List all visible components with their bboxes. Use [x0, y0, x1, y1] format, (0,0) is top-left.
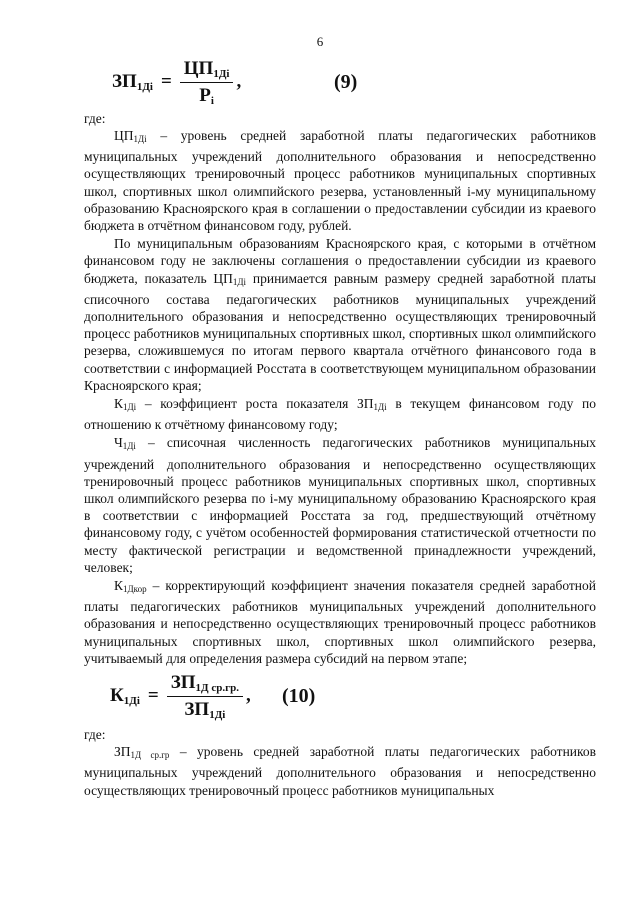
- formula-9-lhs: $ЗП_{1Дi}$: [112, 71, 153, 93]
- formula-10-number: (10): [282, 684, 316, 707]
- paragraph-kkor-definition: $К_{1Дкор}$ – корректирующий коэффициент значения показателя средней заработной платы педагогических работников муниципальных учреждений дополнительного образования и непосредственно осуществляющих тренировочный процесс работников муниципальных спортивных школ, спортивных школ олимпийского резерва, учитываемый для определения размера субсидий на первом этапе;: [84, 578, 596, 666]
- document-body: [84, 56, 596, 799]
- paragraph-no-agreement: По муниципальным образованиям Красноярского края, с которыми в отчётном финансовом году не заключены соглашения о предоставлении субсидии из краевого бюджета, показатель $ЦП_{1Дi}$ принимается равным размеру средней заработной платы списочного состава педагогических работников муниципальных учреждений дополнительного образования и непосредственно осуществляющих тренировочный процесс работников муниципальных спортивных школ, спортивных школ олимпийского резерва, сложившемуся по итогам первого квартала отчётного финансового года в соответствии с информацией Росстата в соответствующем муниципальном образовании Красноярского края;: [84, 236, 597, 393]
- where-label-1: где:: [84, 111, 106, 126]
- formula-10-fraction: [167, 672, 243, 721]
- formula-9: [112, 56, 596, 108]
- formula-10-comma: ,: [245, 685, 251, 707]
- paragraph-cp-definition: $ЦП_{1Дi}$ – уровень средней заработной платы педагогических работников муниципальных учреждений дополнительного образования и непосредственно осуществляющих тренировочный процесс работников муниципальных спортивных школ, спортивных школ олимпийского резерва, установленный i-му муниципальному образованию Красноярского края в соглашении о предоставлении субсидии из краевого бюджета в отчётном финансовом году, рублей.: [84, 128, 596, 234]
- where-label-2: где:: [84, 727, 106, 743]
- formula-10-lhs: $К_{1Дi}$: [110, 685, 140, 708]
- formula-10: [110, 668, 596, 724]
- formula-9-equals: =: [160, 71, 172, 92]
- formula-10-denominator: $ЗП_{1Дi}$: [184, 698, 226, 721]
- paragraph-k-definition: $К_{1Дi}$ – коэффициент роста показателя $ЗП_{1Дi}$ в текущем финансовом году по отношению к отчётному финансовому году;: [84, 396, 596, 433]
- formula-9-comma: ,: [236, 71, 242, 92]
- paragraph-zp-avg-definition: $ЗП_{1Д ср.гр}$ – уровень средней заработной платы педагогических работников муниципальных учреждений дополнительного образования и непосредственно осуществляющих тренировочный процесс работников муниципальных: [84, 744, 597, 798]
- formula-9-denominator: $Р_i$: [199, 84, 214, 107]
- formula-10-equals: =: [147, 685, 159, 707]
- formula-9-number: (9): [334, 70, 358, 93]
- formula-9-fraction: [180, 58, 234, 107]
- paragraph-ch-definition: $Ч_{1Дi}$ – списочная численность педагогических работников муниципальных учреждений дополнительного образования и непосредственно осуществляющих тренировочный процесс работников муниципальных спортивных школ, спортивных школ олимпийского резерва по i-му муниципальному образованию Красноярского края в соответствии с информацией Росстата за год, предшествующий отчётному финансовому году, с учётом особенностей формирования статистической отчетности по месту фактической регистрации и ведомственной принадлежности учреждений, человек;: [84, 435, 596, 575]
- formula-9-numerator: $ЦП_{1Дi}$: [180, 58, 234, 83]
- formula-10-numerator: $ЗП_{1Д ср.гр.}$: [167, 672, 243, 697]
- page-number: 6: [316, 34, 324, 49]
